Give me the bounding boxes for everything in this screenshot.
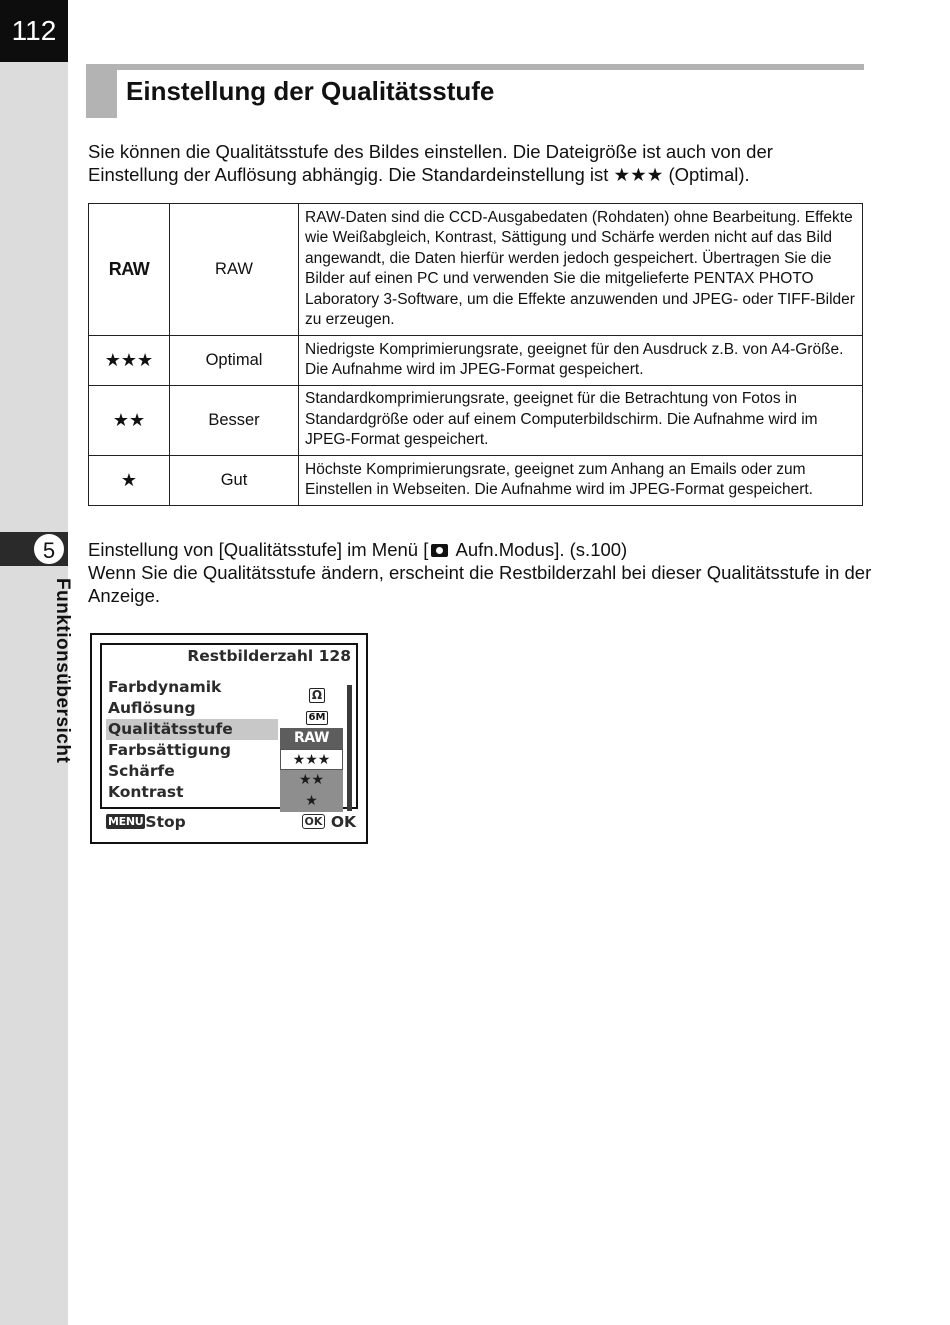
three-star-icon: ★★★ [89,336,170,386]
step-line-2: Wenn Sie die Qualitätsstufe ändern, erscheint die Restbilderzahl bei dieser Qualitätsstufe in der Anzeige. [88,562,872,606]
lcd-menu-panel [100,643,358,809]
menu-item-farbsaettigung[interactable]: Farbsättigung [108,741,231,759]
quality-name: RAW [170,204,299,336]
step-line-1: Einstellung von [Qualitätsstufe] im Menü [ Aufn.Modus]. (s.100) [88,539,628,560]
menu-item-schaerfe[interactable]: Schärfe [108,762,175,780]
lcd-screenshot [90,633,368,844]
quality-description: RAW-Daten sind die CCD-Ausgabedaten (Rohdaten) ohne Bearbeitung. Effekte wie Weißabgleich, Kontrast, Sättigung und Schärfe werden nicht auf das Bild angewandt, die Daten hierfür werden jedoch gespeichert. Übertragen Sie die Bilder auf einen PC und verwenden Sie die mitgelieferte PENTAX PHOTO Laboratory 3-Software, um die Effekte anzuwenden und JPEG- oder TIFF-Bilder zu erzeugen. [299,204,863,336]
intro-paragraph: Sie können die Qualitätsstufe des Bildes einstellen. Die Dateigröße ist auch von der Einstellung der Auflösung abhängig. Die Standardeinstellung ist ★★★ (Optimal). [88,141,773,185]
table-row [89,386,863,456]
scrollbar-thumb[interactable] [347,685,352,811]
lcd-menu-list [106,677,278,803]
quality-description: Höchste Komprimierungsrate, geeignet zum Anhang an Emails oder zum Einstellen in Webseiten. Die Aufnahme wird im JPEG-Format gespeichert. [299,456,863,506]
page-number: 112 [0,0,68,62]
quality-name: Optimal [170,336,299,386]
chapter-title: Funktionsübersicht [52,578,73,764]
dropdown-option-three-star[interactable]: ★★★ [280,749,343,770]
menu-item-aufloesung[interactable]: Auflösung [108,699,196,717]
camera-icon [431,544,448,557]
scrollbar[interactable] [347,685,352,811]
two-star-icon: ★★ [89,386,170,456]
resolution-icon: 6M [306,711,329,725]
menu-key-icon: MENU [108,815,144,828]
ok-button[interactable]: OK OK [302,813,356,831]
color-mode-icon: Ω [309,688,325,703]
step-instructions [88,538,878,607]
dropdown-option-two-star[interactable]: ★★ [298,772,325,788]
quality-description: Niedrigste Komprimierungsrate, geeignet für den Ausdruck z.B. von A4-Größe. Die Aufnahme wird im JPEG-Format gespeichert. [299,336,863,386]
remaining-shots: Restbilderzahl 128 [187,647,351,665]
quality-table [88,203,863,506]
dropdown-option-one-star[interactable]: ★ [305,793,318,809]
menu-item-farbdynamik[interactable]: Farbdynamik [108,678,222,696]
menu-item-qualitaetsstufe[interactable]: Qualitätsstufe [106,719,278,740]
lcd-values [286,685,348,727]
one-star-icon: ★ [89,456,170,506]
table-row [89,336,863,386]
title-bar-decoration [86,64,864,70]
quality-description: Standardkomprimierungsrate, geeignet für die Betrachtung von Fotos in Standardgröße oder auf einem Computerbildschirm. Die Aufnahme wird im JPEG-Format gespeichert. [299,386,863,456]
dropdown-option-raw[interactable]: RAW [280,728,343,749]
title-bar-block [86,64,117,118]
raw-icon: RAW [89,204,170,336]
quality-name: Gut [170,456,299,506]
table-row [89,204,863,336]
menu-item-kontrast[interactable]: Kontrast [108,783,184,801]
stop-button[interactable]: MENU Stop [108,813,186,831]
table-row [89,456,863,506]
chapter-number: 5 [34,534,64,564]
quality-name: Besser [170,386,299,456]
lcd-footer [106,813,356,835]
quality-dropdown[interactable] [280,728,343,812]
ok-key-icon: OK [302,814,326,829]
page-title: Einstellung der Qualitätsstufe [126,76,495,106]
